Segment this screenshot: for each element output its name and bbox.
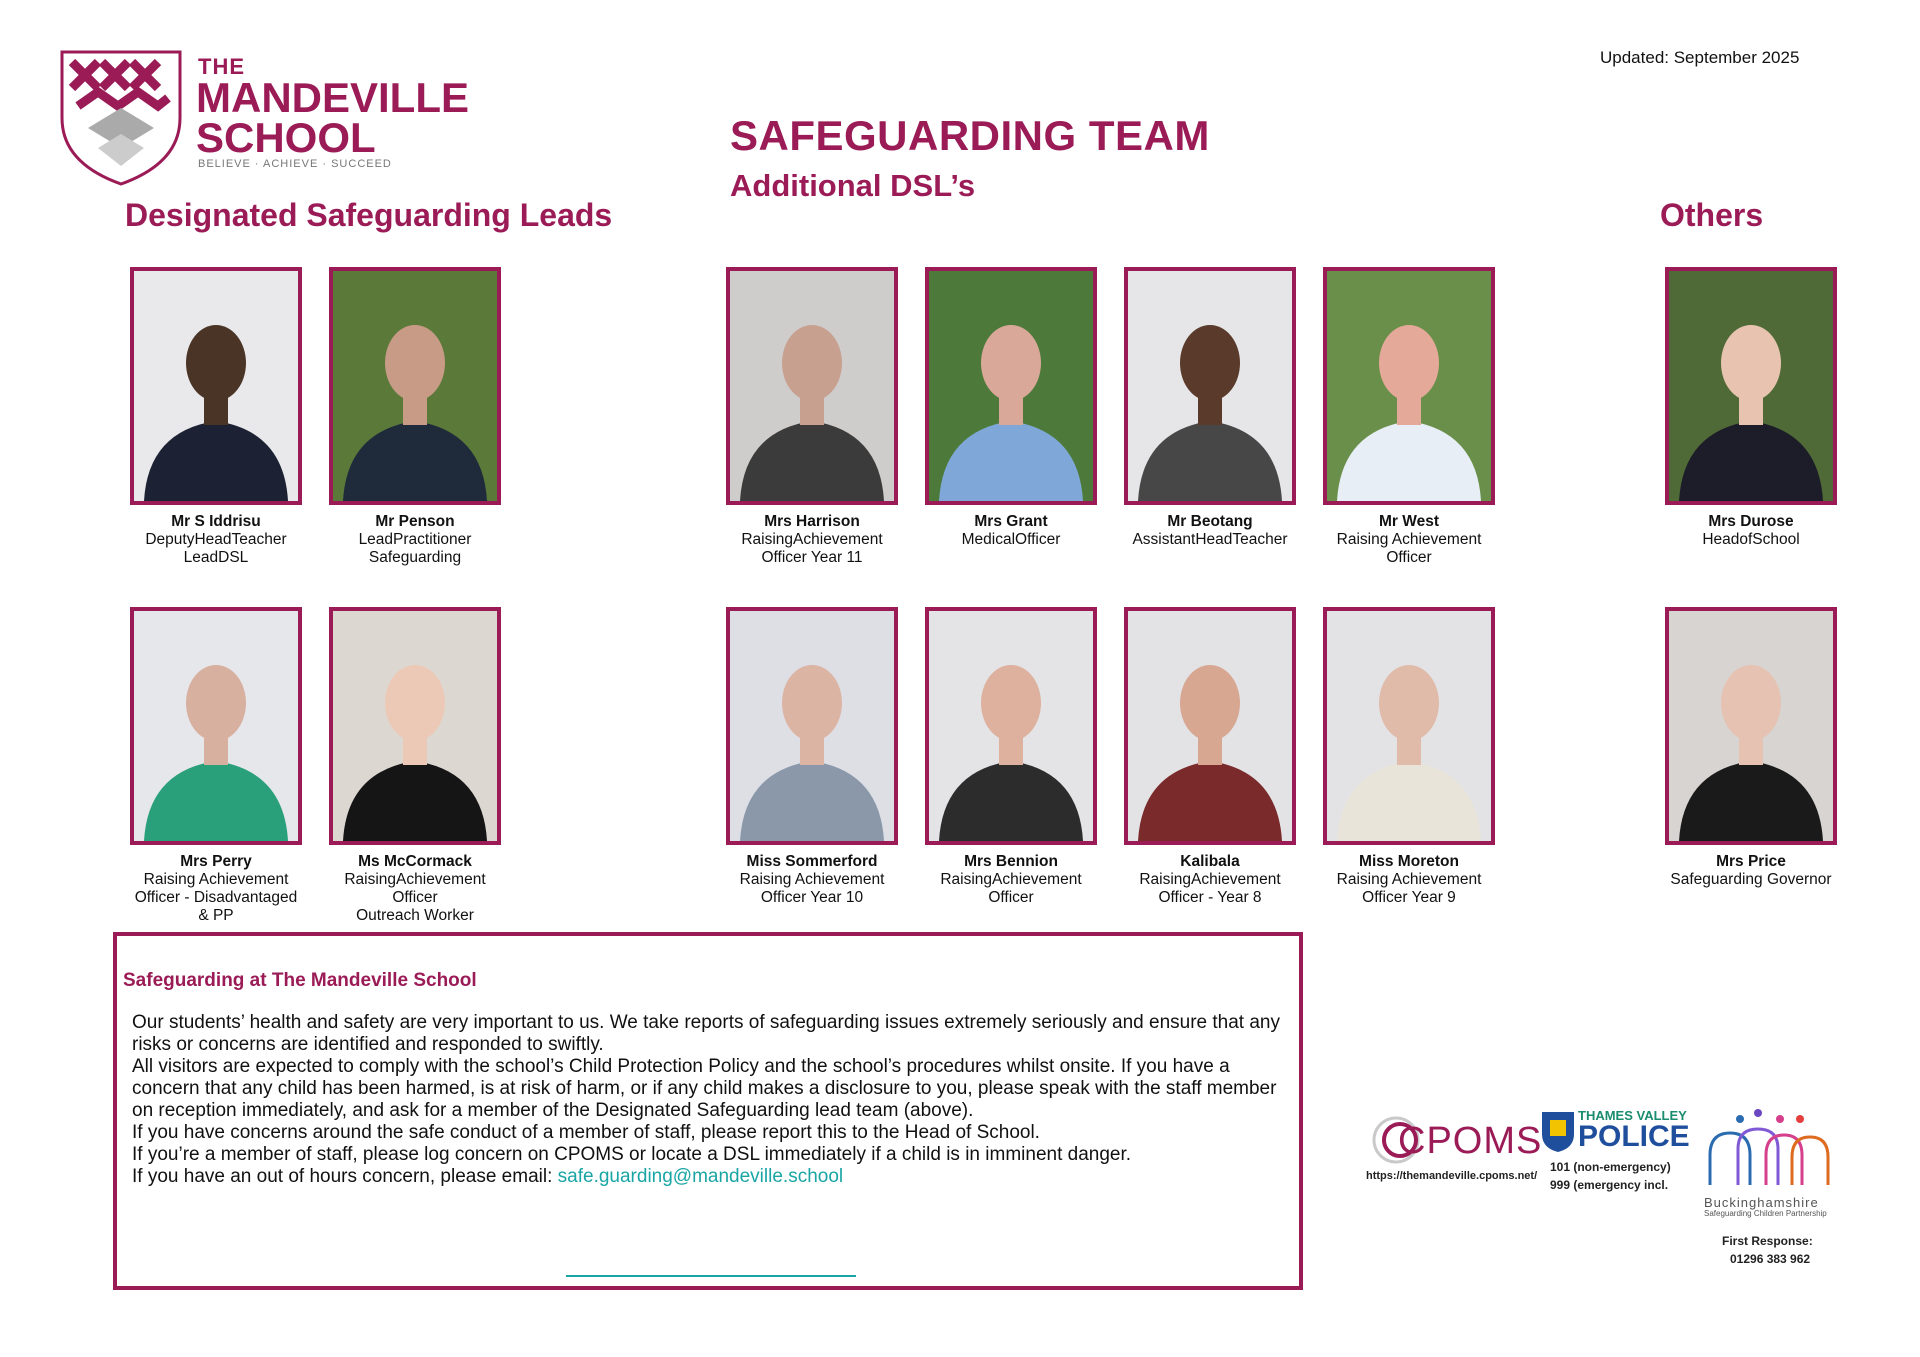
school-name-school: SCHOOL (196, 114, 376, 161)
portrait-image (1327, 271, 1491, 501)
staff-card (125, 607, 307, 925)
staff-name: Mrs Bennion (964, 853, 1058, 870)
school-name-mandeville: MANDEVILLE (196, 74, 469, 121)
portrait-head (186, 665, 246, 741)
info-heading: Safeguarding at The Mandeville School (123, 970, 477, 991)
email-prefix: If you have an out of hours concern, please email: (132, 1166, 558, 1187)
staff-role: AssistantHeadTeacher (1132, 531, 1288, 548)
portrait-head (1180, 665, 1240, 741)
portrait-image (929, 611, 1093, 841)
staff-role: Safeguarding Governor (1670, 871, 1832, 888)
bucks-name: Buckinghamshire (1704, 1195, 1819, 1210)
portrait-image (1669, 271, 1833, 501)
portrait-head (981, 665, 1041, 741)
staff-name: Mr Penson (375, 513, 455, 530)
portrait-image (1327, 611, 1491, 841)
staff-photo (130, 607, 302, 845)
staff-role: LeadPractitioner Safeguarding (358, 531, 472, 566)
staff-role: MedicalOfficer (961, 531, 1061, 548)
staff-photo (1323, 607, 1495, 845)
portrait-image (1128, 271, 1292, 501)
staff-role: Raising Achievement Officer Year 10 (739, 871, 885, 906)
staff-name: Mrs Grant (974, 513, 1048, 530)
staff-photo (925, 267, 1097, 505)
staff-card (1660, 607, 1842, 889)
police-phone-emergency: 999 (emergency incl. (1550, 1178, 1669, 1192)
portrait-image (929, 271, 1093, 501)
staff-photo (1665, 607, 1837, 845)
portrait-head (782, 325, 842, 401)
bucks-figures-icon (1700, 1105, 1840, 1195)
staff-photo (1124, 267, 1296, 505)
police-name-line2: POLICE (1578, 1120, 1690, 1153)
staff-name: Mrs Durose (1708, 513, 1794, 530)
police-badge-icon (1540, 1110, 1576, 1154)
staff-role: Raising Achievement Officer Year 9 (1336, 871, 1482, 906)
page-title: SAFEGUARDING TEAM (730, 112, 1210, 159)
info-paragraph (132, 1166, 1292, 1188)
portrait-head (1379, 325, 1439, 401)
portrait-head (1721, 665, 1781, 741)
staff-card (324, 607, 506, 925)
staff-photo (130, 267, 302, 505)
info-paragraph: Our students’ health and safety are very important to us. We take reports of safeguarding issues extremely seriously and ensure that any risks or concerns are identified and responded to swiftly. (132, 1012, 1280, 1055)
bucks-partnership-logo (1700, 1105, 1840, 1218)
bucks-subtitle: Safeguarding Children Partnership (1704, 1209, 1827, 1218)
staff-name: Mr Beotang (1167, 513, 1253, 530)
staff-role: Raising Achievement Officer - Disadvantaged & PP (134, 871, 298, 924)
cpoms-wordmark: CPOMS (1398, 1120, 1543, 1162)
staff-card (721, 267, 903, 567)
divider-line (566, 1275, 856, 1277)
staff-role: RaisingAchievement Officer Outreach Worker (344, 871, 486, 924)
info-body (132, 1012, 1292, 1188)
first-response-number: 01296 383 962 (1730, 1252, 1811, 1266)
school-logo (58, 48, 478, 188)
staff-role: RaisingAchievement Officer - Year 8 (1139, 871, 1281, 906)
staff-photo (726, 267, 898, 505)
info-paragraph: If you have concerns around the safe conduct of a member of staff, please report this to the Head of School. (132, 1122, 1040, 1143)
staff-name: Mr West (1378, 513, 1439, 530)
staff-name: Mrs Harrison (764, 513, 860, 530)
portrait-image (333, 611, 497, 841)
staff-card (920, 267, 1102, 549)
staff-name: Mr S Iddrisu (171, 513, 261, 530)
staff-photo (329, 607, 501, 845)
info-paragraph: If you’re a member of staff, please log concern on CPOMS or locate a DSL immediately if a child is in imminent danger. (132, 1144, 1132, 1165)
portrait-head (385, 665, 445, 741)
staff-name: Miss Sommerford (746, 853, 878, 870)
staff-card (1318, 607, 1500, 907)
staff-role: RaisingAchievement Officer (940, 871, 1082, 906)
staff-role: HeadofSchool (1702, 531, 1800, 548)
first-response-label: First Response: (1722, 1234, 1813, 1248)
staff-card (721, 607, 903, 907)
staff-name: Ms McCormack (358, 853, 472, 870)
portrait-image (333, 271, 497, 501)
portrait-head (981, 325, 1041, 401)
portrait-image (1128, 611, 1292, 841)
portrait-head (1180, 325, 1240, 401)
cpoms-url[interactable]: https://themandeville.cpoms.net/ (1366, 1170, 1538, 1182)
staff-name: Mrs Perry (180, 853, 252, 870)
staff-photo (1665, 267, 1837, 505)
portrait-image (134, 271, 298, 501)
school-name-the: THE (198, 54, 245, 79)
staff-role: DeputyHeadTeacher LeadDSL (145, 531, 287, 566)
portrait-head (1721, 325, 1781, 401)
portrait-image (730, 271, 894, 501)
portrait-head (1379, 665, 1439, 741)
portrait-head (385, 325, 445, 401)
email-link[interactable]: safe.guarding@mandeville.school (557, 1166, 844, 1187)
info-paragraph: All visitors are expected to comply with the school’s Child Protection Policy and the school’s procedures whilst onsite. If you have a concern that any child has been harmed, is at risk of harm, or if any child makes a disclosure to you, please speak with the staff member on reception immediately, and ask for a member of the Designated Safeguarding lead team (above). (132, 1056, 1277, 1121)
portrait-image (730, 611, 894, 841)
staff-card (1318, 267, 1500, 567)
staff-card (1119, 267, 1301, 549)
staff-name: Kalibala (1180, 853, 1240, 870)
staff-name: Miss Moreton (1359, 853, 1459, 870)
staff-name: Mrs Price (1716, 853, 1786, 870)
portrait-image (134, 611, 298, 841)
page-subtitle: Additional DSL’s (730, 168, 976, 203)
dsl-heading: Designated Safeguarding Leads (125, 197, 613, 233)
portrait-head (782, 665, 842, 741)
staff-photo (1124, 607, 1296, 845)
updated-date: Updated: September 2025 (1600, 48, 1800, 67)
staff-photo (1323, 267, 1495, 505)
staff-card (920, 607, 1102, 907)
school-motto: BELIEVE · ACHIEVE · SUCCEED (198, 158, 392, 170)
staff-card (125, 267, 307, 567)
staff-photo (726, 607, 898, 845)
staff-photo (925, 607, 1097, 845)
staff-role: RaisingAchievement Officer Year 11 (741, 531, 883, 566)
others-heading: Others (1660, 197, 1764, 233)
staff-card (1119, 607, 1301, 907)
staff-photo (329, 267, 501, 505)
staff-card (1660, 267, 1842, 549)
police-name-line1: THAMES VALLEY (1578, 1108, 1687, 1123)
portrait-head (186, 325, 246, 401)
staff-card (324, 267, 506, 567)
police-phone-nonemergency: 101 (non-emergency) (1550, 1160, 1671, 1174)
staff-role: Raising Achievement Officer (1336, 531, 1482, 566)
portrait-image (1669, 611, 1833, 841)
school-crest-icon (58, 48, 188, 188)
